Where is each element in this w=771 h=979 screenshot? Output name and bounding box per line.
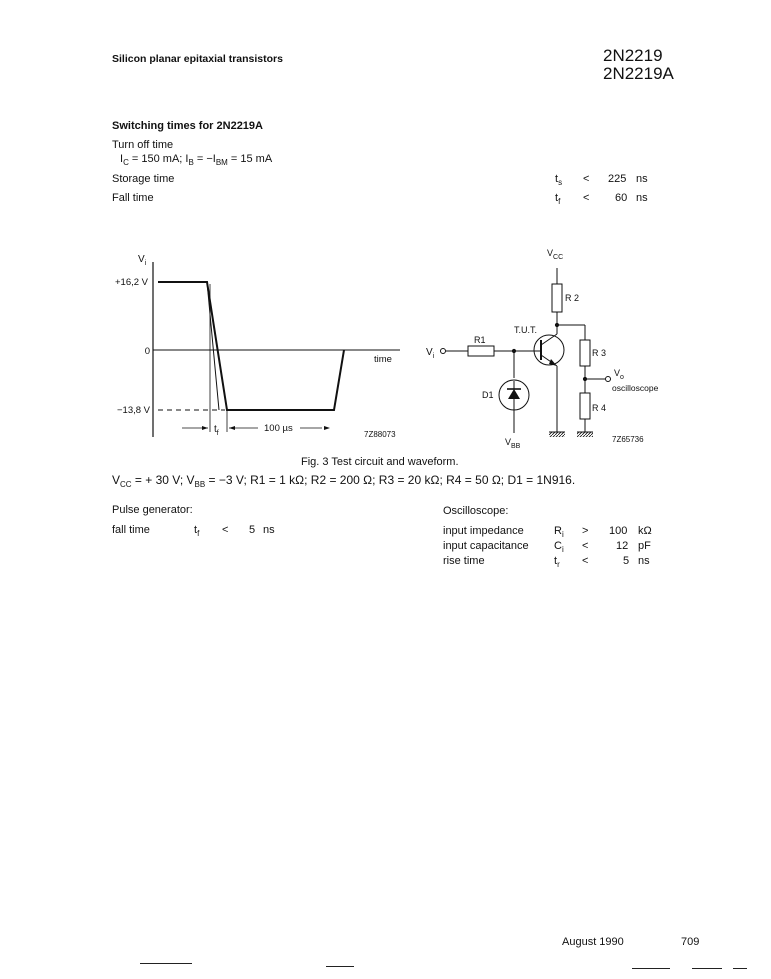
storage-time-value: 225 xyxy=(608,173,627,185)
rise-time-value: 5 xyxy=(623,555,630,567)
part-number-1: 2N2219 xyxy=(603,46,663,65)
pulse-fall-time-unit: ns xyxy=(263,524,275,536)
input-impedance-value: 100 xyxy=(609,525,628,537)
figure-caption: Fig. 3 Test circuit and waveform. xyxy=(301,456,459,468)
rise-time-operator: < xyxy=(582,555,589,567)
pulse-generator-title: Pulse generator: xyxy=(112,504,193,516)
ground-r4 xyxy=(577,432,593,437)
part-number-2: 2N2219A xyxy=(603,64,674,83)
oscilloscope-title: Oscilloscope: xyxy=(443,505,509,517)
switching-title: Switching times for 2N2219A xyxy=(112,120,263,132)
resistor-r3 xyxy=(580,340,590,366)
tf-label: $t_f$ xyxy=(214,424,219,437)
footer-rule-3 xyxy=(632,968,670,969)
fall-time-symbol: $t_f$ xyxy=(555,192,561,206)
input-impedance-symbol: $R_i$ xyxy=(554,525,564,539)
rise-time-label: rise time xyxy=(443,555,485,567)
r1-label: R1 xyxy=(474,335,486,345)
input-capacitance-label: input capacitance xyxy=(443,540,529,552)
input-capacitance-operator: < xyxy=(582,540,589,552)
resistor-r1 xyxy=(468,346,494,356)
r2-label: R 2 xyxy=(565,293,580,303)
r3-label: R 3 xyxy=(592,348,607,358)
figure-3 xyxy=(0,0,771,470)
vi-input-label: $V_i$ xyxy=(426,347,435,360)
test-condition: $I_C = 150$ mA; $I_B = -I_{BM} = 15$ mA xyxy=(120,153,273,167)
input-terminal xyxy=(441,349,446,354)
duration-arrowhead xyxy=(324,426,330,430)
footer-date: August 1990 xyxy=(562,936,624,948)
storage-time-operator: < xyxy=(583,173,590,185)
r4-label: R 4 xyxy=(592,403,607,413)
input-capacitance-symbol: $C_i$ xyxy=(554,540,564,554)
input-capacitance-unit: pF xyxy=(638,540,651,552)
input-impedance-operator: > xyxy=(582,525,589,537)
input-impedance-unit: kΩ xyxy=(638,525,652,537)
storage-time-symbol: $t_s$ xyxy=(555,173,563,187)
pulse-fall-time-symbol: $t_f$ xyxy=(194,524,200,538)
storage-time-unit: ns xyxy=(636,173,648,185)
footer-rule-5 xyxy=(733,968,747,969)
figure-component-values: $V_{CC}$ = + 30 V; $V_{BB} = -3$ V; R1 = 1 kΩ; R2 = 200 Ω; R3 = 20 kΩ; R4 = 50 Ω; D1 = 1N916. xyxy=(112,473,576,489)
pulse-fall-time-value: 5 xyxy=(249,524,256,536)
pulse-waveform xyxy=(158,282,344,410)
ground-emitter xyxy=(549,432,565,437)
turn-off-label: Turn off time xyxy=(112,139,174,151)
input-capacitance-value: 12 xyxy=(616,540,629,552)
vcc-label: $V_{CC}$ xyxy=(547,248,564,261)
storage-time-label: Storage time xyxy=(112,173,175,185)
fall-time-value: 60 xyxy=(615,192,628,204)
waveform-code: 7Z88073 xyxy=(364,430,396,439)
page-number: 709 xyxy=(681,936,700,948)
tut-label: T.U.T. xyxy=(514,325,538,335)
pulse-fall-time-label: fall time xyxy=(112,524,150,536)
vo-label: $V_o$ xyxy=(614,368,624,381)
input-impedance-label: input impedance xyxy=(443,525,524,537)
tf-arrowhead-left xyxy=(202,426,208,430)
oscilloscope-label: oscilloscope xyxy=(612,383,659,393)
v-high-label: +16,2 V xyxy=(114,277,148,288)
fall-time-label: Fall time xyxy=(112,192,154,204)
diode-triangle xyxy=(508,389,520,399)
time-axis-label: time xyxy=(374,354,392,365)
footer-rule-1 xyxy=(140,963,192,964)
fall-time-unit: ns xyxy=(636,192,648,204)
d1-label: D1 xyxy=(482,390,494,400)
test-circuit xyxy=(441,268,611,437)
vbb-label: $V_{BB}$ xyxy=(505,437,521,450)
circuit-labels xyxy=(426,248,659,450)
pulse-fall-time-operator: < xyxy=(222,524,229,536)
fall-time-operator: < xyxy=(583,192,590,204)
resistor-r2 xyxy=(552,284,562,312)
waveform-diagram xyxy=(115,254,400,439)
output-terminal xyxy=(606,377,611,382)
rise-time-symbol: $t_r$ xyxy=(554,555,560,569)
rise-time-unit: ns xyxy=(638,555,650,567)
circuit-code: 7Z65736 xyxy=(612,435,644,444)
footer-rule-4 xyxy=(692,968,722,969)
vi-axis-label: $V_i$ xyxy=(138,254,147,267)
v-low-label: −13,8 V xyxy=(116,405,150,416)
document-heading: Silicon planar epitaxial transistors xyxy=(112,53,283,65)
v-zero-label: 0 xyxy=(144,346,150,357)
footer-rule-2 xyxy=(326,966,354,967)
resistor-r4 xyxy=(580,393,590,419)
duration-label: 100 µs xyxy=(264,423,293,434)
